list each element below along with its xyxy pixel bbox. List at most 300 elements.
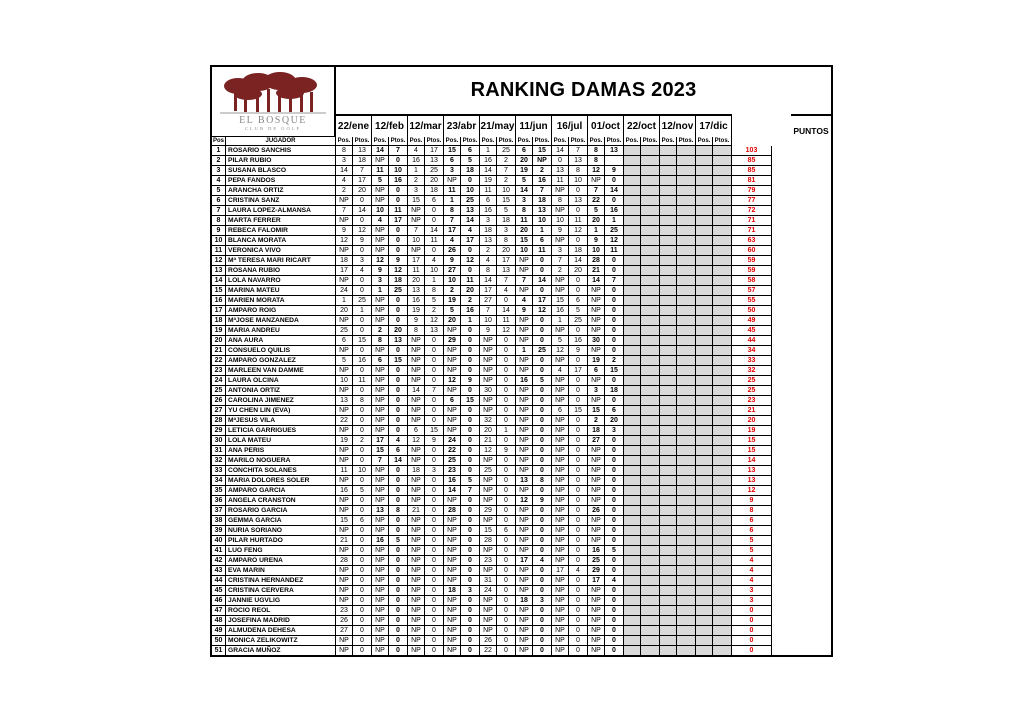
rank-cell: 17: [212, 306, 226, 316]
tournament-position: 4: [336, 176, 353, 186]
tournament-points: 7: [605, 276, 624, 286]
tournament-position: 17: [588, 576, 605, 586]
tournament-points: 0: [389, 316, 408, 326]
tournament-position: NP: [480, 376, 497, 386]
tournament-position: [696, 366, 713, 376]
tournament-points: 11: [425, 236, 444, 246]
tournament-points: 0: [497, 336, 516, 346]
tournament-points: 12: [353, 226, 372, 236]
tournament-points: 17: [389, 216, 408, 226]
tournament-position: NP: [552, 636, 569, 646]
tournament-position: [696, 496, 713, 506]
player-name: ANA AURA: [226, 336, 336, 346]
tournament-position: 14: [408, 386, 425, 396]
tournament-points: [641, 616, 660, 626]
tournament-points: 6: [461, 146, 480, 156]
tournament-points: 0: [497, 346, 516, 356]
tournament-position: NP: [588, 346, 605, 356]
tournament-points: [713, 476, 732, 486]
tournament-position: NP: [588, 326, 605, 336]
tournament-points: [641, 396, 660, 406]
tournament-points: 0: [605, 466, 624, 476]
tournament-position: [696, 596, 713, 606]
tournament-position: NP: [516, 426, 533, 436]
tournament-position: 13: [372, 506, 389, 516]
table-row: [212, 236, 772, 246]
tournament-position: 4: [480, 256, 497, 266]
tournament-points: 0: [497, 616, 516, 626]
tournament-points: 2: [497, 156, 516, 166]
tournament-points: 0: [353, 556, 372, 566]
tournament-position: [696, 576, 713, 586]
tournament-position: [696, 156, 713, 166]
tournament-points: 0: [533, 406, 552, 416]
tournament-position: NP: [372, 576, 389, 586]
position-subheader: Pos.: [660, 137, 677, 146]
tournament-points: 0: [425, 496, 444, 506]
tournament-points: [677, 386, 696, 396]
tournament-points: 13: [569, 196, 588, 206]
tournament-points: 0: [497, 496, 516, 506]
tournament-position: NP: [480, 566, 497, 576]
tournament-points: [677, 336, 696, 346]
tournament-position: NP: [444, 516, 461, 526]
tournament-points: [713, 636, 732, 646]
tournament-points: 15: [353, 336, 372, 346]
rank-cell: 46: [212, 596, 226, 606]
tournament-position: NP: [552, 436, 569, 446]
tournament-points: [713, 216, 732, 226]
tournament-position: 25: [588, 556, 605, 566]
tournament-position: NP: [408, 516, 425, 526]
tournament-points: 0: [533, 366, 552, 376]
tournament-points: 10: [533, 216, 552, 226]
tournament-position: NP: [516, 316, 533, 326]
tournament-date-header: 22/ene: [336, 116, 372, 137]
tournament-position: NP: [552, 576, 569, 586]
tournament-position: [624, 476, 641, 486]
tournament-position: NP: [444, 646, 461, 656]
tournament-points: 0: [497, 646, 516, 656]
tournament-position: NP: [372, 426, 389, 436]
tournament-position: 8: [444, 206, 461, 216]
tournament-position: NP: [372, 226, 389, 236]
tournament-points: 0: [497, 596, 516, 606]
tournament-points: [641, 586, 660, 596]
tournament-position: NP: [552, 586, 569, 596]
tournament-position: 6: [480, 196, 497, 206]
tournament-position: 17: [516, 556, 533, 566]
tournament-points: 0: [605, 486, 624, 496]
tournament-position: 9: [516, 306, 533, 316]
tournament-points: 0: [353, 286, 372, 296]
tournament-position: NP: [516, 506, 533, 516]
tournament-position: NP: [480, 476, 497, 486]
rank-cell: 35: [212, 486, 226, 496]
tournament-position: NP: [588, 176, 605, 186]
tournament-points: 0: [533, 256, 552, 266]
tournament-points: 5: [461, 476, 480, 486]
player-name: JOSEFINA MADRID: [226, 616, 336, 626]
rank-cell: 49: [212, 626, 226, 636]
tournament-position: 20: [336, 306, 353, 316]
tournament-position: 19: [336, 436, 353, 446]
tournament-position: [696, 266, 713, 276]
position-subheader: Pos.: [372, 137, 389, 146]
tournament-position: [624, 636, 641, 646]
tournament-points: 17: [353, 176, 372, 186]
rank-cell: 15: [212, 286, 226, 296]
tournament-position: NP: [336, 216, 353, 226]
tournament-position: NP: [372, 496, 389, 506]
tournament-points: 12: [605, 236, 624, 246]
tournament-position: [696, 406, 713, 416]
tournament-position: NP: [336, 446, 353, 456]
tournament-points: 0: [389, 556, 408, 566]
tournament-points: 0: [425, 646, 444, 656]
tournament-position: NP: [408, 586, 425, 596]
column-subheader: [212, 137, 732, 146]
tournament-points: 0: [461, 446, 480, 456]
tournament-position: 5: [516, 176, 533, 186]
tournament-position: [696, 416, 713, 426]
tournament-points: 0: [389, 486, 408, 496]
tournament-points: [713, 446, 732, 456]
tournament-position: 16: [516, 376, 533, 386]
tournament-position: 19: [480, 176, 497, 186]
tournament-points: [677, 626, 696, 636]
tournament-position: [696, 376, 713, 386]
tournament-points: 0: [497, 516, 516, 526]
tournament-position: NP: [336, 386, 353, 396]
tournament-position: [660, 196, 677, 206]
tournament-position: 12: [444, 376, 461, 386]
tournament-points: 15: [425, 426, 444, 436]
tournament-points: 0: [461, 266, 480, 276]
tournament-points: 13: [533, 206, 552, 216]
tournament-position: 0: [552, 156, 569, 166]
tournament-position: NP: [516, 446, 533, 456]
total-points: 55: [732, 296, 772, 306]
tournament-position: NP: [588, 296, 605, 306]
tournament-points: 0: [425, 416, 444, 426]
tournament-points: [677, 276, 696, 286]
tournament-points: 0: [353, 326, 372, 336]
tournament-points: 25: [353, 296, 372, 306]
total-points: 103: [732, 146, 772, 156]
tournament-points: 2: [497, 176, 516, 186]
rank-cell: 22: [212, 356, 226, 366]
tournament-points: 0: [605, 646, 624, 656]
tournament-points: 17: [425, 146, 444, 156]
tournament-points: [677, 466, 696, 476]
tournament-points: 8: [497, 236, 516, 246]
tournament-position: 15: [552, 296, 569, 306]
tournament-position: 7: [480, 306, 497, 316]
rank-cell: 37: [212, 506, 226, 516]
tournament-position: [660, 516, 677, 526]
tournament-position: NP: [480, 606, 497, 616]
tournament-position: 22: [336, 416, 353, 426]
tournament-points: 20: [425, 176, 444, 186]
tournament-position: NP: [372, 156, 389, 166]
tournament-position: 1: [552, 316, 569, 326]
tournament-points: 0: [461, 356, 480, 366]
tournament-position: 28: [588, 256, 605, 266]
tournament-points: 5: [569, 306, 588, 316]
tournament-points: [677, 496, 696, 506]
tournament-points: 12: [389, 266, 408, 276]
tournament-date-header: 01/oct: [588, 116, 624, 137]
tournament-points: [713, 536, 732, 546]
tournament-position: NP: [336, 196, 353, 206]
tournament-position: 15: [408, 196, 425, 206]
tournament-points: [677, 596, 696, 606]
tournament-points: 0: [569, 616, 588, 626]
tournament-position: [624, 156, 641, 166]
tournament-position: 14: [336, 166, 353, 176]
total-points: 59: [732, 256, 772, 266]
tournament-points: [713, 196, 732, 206]
tournament-points: [677, 206, 696, 216]
tournament-points: [641, 346, 660, 356]
tournament-points: 0: [605, 316, 624, 326]
tournament-position: 30: [588, 336, 605, 346]
tournament-position: NP: [336, 496, 353, 506]
player-column-header: JUGADOR: [226, 137, 336, 146]
tournament-points: 0: [569, 436, 588, 446]
rank-cell: 42: [212, 556, 226, 566]
tournament-position: NP: [552, 456, 569, 466]
tournament-position: 29: [480, 506, 497, 516]
tournament-position: [660, 476, 677, 486]
tournament-position: NP: [552, 326, 569, 336]
tournament-points: [713, 526, 732, 536]
tournament-points: 0: [461, 506, 480, 516]
tournament-position: [696, 246, 713, 256]
tournament-points: [713, 606, 732, 616]
tournament-position: 9: [372, 266, 389, 276]
tournament-position: NP: [516, 386, 533, 396]
tournament-points: [641, 406, 660, 416]
table-row: [212, 506, 772, 516]
tournament-points: [641, 496, 660, 506]
total-points-header: PUNTOS: [791, 114, 831, 146]
tournament-points: 0: [353, 476, 372, 486]
rank-cell: 43: [212, 566, 226, 576]
tournament-points: [713, 506, 732, 516]
tournament-points: [641, 506, 660, 516]
tournament-position: 5: [588, 206, 605, 216]
tournament-points: 9: [389, 256, 408, 266]
tournament-points: 0: [389, 546, 408, 556]
tournament-points: 6: [605, 406, 624, 416]
tournament-position: [624, 276, 641, 286]
tournament-position: [660, 486, 677, 496]
tournament-points: 0: [533, 586, 552, 596]
tournament-points: 0: [425, 606, 444, 616]
table-row: [212, 466, 772, 476]
tournament-position: NP: [444, 386, 461, 396]
tournament-position: [660, 176, 677, 186]
tournament-points: 0: [605, 346, 624, 356]
tournament-position: 12: [588, 166, 605, 176]
player-name: SUSANA BLASCO: [226, 166, 336, 176]
trees-logo-icon: [212, 67, 334, 135]
tournament-position: 8: [552, 196, 569, 206]
tournament-points: [641, 276, 660, 286]
total-points: 13: [732, 476, 772, 486]
tournament-points: 4: [497, 286, 516, 296]
tournament-points: 0: [569, 526, 588, 536]
tournament-points: 25: [605, 226, 624, 236]
total-points: 14: [732, 456, 772, 466]
tournament-position: [660, 286, 677, 296]
tournament-points: [713, 296, 732, 306]
tournament-points: 2: [425, 306, 444, 316]
tournament-points: [641, 146, 660, 156]
tournament-position: NP: [408, 556, 425, 566]
tournament-points: 0: [461, 636, 480, 646]
tournament-points: 0: [389, 376, 408, 386]
tournament-points: 7: [425, 386, 444, 396]
total-points: 81: [732, 176, 772, 186]
tournament-date-header: 22/oct: [624, 116, 660, 137]
tournament-position: NP: [372, 396, 389, 406]
position-subheader: Pos.: [516, 137, 533, 146]
tournament-points: [641, 626, 660, 636]
tournament-points: 8: [353, 396, 372, 406]
table-row: [212, 616, 772, 626]
table-row: [212, 366, 772, 376]
tournament-position: [696, 186, 713, 196]
tournament-points: [641, 236, 660, 246]
tournament-points: 1: [605, 216, 624, 226]
tournament-points: 17: [569, 366, 588, 376]
tournament-points: 13: [461, 206, 480, 216]
tournament-points: 1: [425, 276, 444, 286]
tournament-points: 0: [569, 516, 588, 526]
table-row: [212, 256, 772, 266]
tournament-position: NP: [408, 346, 425, 356]
tournament-position: NP: [444, 426, 461, 436]
tournament-position: NP: [588, 616, 605, 626]
tournament-position: [696, 476, 713, 486]
rank-cell: 41: [212, 546, 226, 556]
tournament-points: [677, 346, 696, 356]
rank-cell: 11: [212, 246, 226, 256]
table-row: [212, 496, 772, 506]
tournament-position: NP: [552, 496, 569, 506]
tournament-points: 14: [425, 226, 444, 236]
tournament-points: [677, 326, 696, 336]
club-tagline: CLUB DE GOLF: [244, 126, 302, 131]
tournament-points: [677, 366, 696, 376]
tournament-points: 0: [497, 576, 516, 586]
tournament-position: [624, 246, 641, 256]
tournament-points: 0: [569, 556, 588, 566]
tournament-position: NP: [408, 576, 425, 586]
tournament-points: 18: [425, 186, 444, 196]
tournament-position: [660, 336, 677, 346]
tournament-position: [660, 146, 677, 156]
tournament-position: NP: [372, 306, 389, 316]
tournament-position: 11: [372, 166, 389, 176]
tournament-points: 16: [605, 206, 624, 216]
tournament-position: 10: [480, 316, 497, 326]
player-name: Mª TERESA MARI RICART: [226, 256, 336, 266]
table-row: [212, 296, 772, 306]
tournament-points: 2: [533, 166, 552, 176]
tournament-position: NP: [516, 516, 533, 526]
tournament-points: [713, 406, 732, 416]
rank-cell: 23: [212, 366, 226, 376]
tournament-position: [696, 566, 713, 576]
table-row: [212, 586, 772, 596]
tournament-position: NP: [552, 386, 569, 396]
tournament-points: 0: [461, 576, 480, 586]
tournament-points: 7: [461, 486, 480, 496]
tournament-points: 0: [461, 616, 480, 626]
tournament-position: [660, 466, 677, 476]
tournament-points: 0: [497, 396, 516, 406]
tournament-points: 16: [389, 176, 408, 186]
tournament-points: 0: [533, 526, 552, 536]
tournament-points: [713, 246, 732, 256]
tournament-points: 1: [461, 316, 480, 326]
tournament-position: 27: [588, 436, 605, 446]
tournament-points: [713, 156, 732, 166]
tournament-points: 11: [461, 276, 480, 286]
tournament-position: 24: [444, 436, 461, 446]
tournament-points: 0: [569, 586, 588, 596]
player-name: AMPARO ROIG: [226, 306, 336, 316]
tournament-position: NP: [408, 416, 425, 426]
tournament-position: NP: [516, 616, 533, 626]
tournament-position: [696, 256, 713, 266]
tournament-position: NP: [372, 246, 389, 256]
tournament-position: 16: [480, 156, 497, 166]
tournament-position: [696, 386, 713, 396]
tournament-points: 9: [605, 166, 624, 176]
tournament-position: NP: [552, 626, 569, 636]
tournament-position: 14: [480, 166, 497, 176]
tournament-position: [696, 536, 713, 546]
tournament-position: 14: [588, 276, 605, 286]
tournament-points: 17: [533, 296, 552, 306]
tournament-position: [624, 586, 641, 596]
table-row: [212, 156, 772, 166]
tournament-points: 0: [353, 216, 372, 226]
tournament-points: [677, 436, 696, 446]
tournament-position: NP: [408, 526, 425, 536]
tournament-position: [696, 556, 713, 566]
player-name: MARLEEN VAN DAMME: [226, 366, 336, 376]
tournament-position: [696, 216, 713, 226]
tournament-points: [713, 516, 732, 526]
tournament-points: 0: [461, 246, 480, 256]
player-name: LOLA NAVARRO: [226, 276, 336, 286]
total-points: 63: [732, 236, 772, 246]
tournament-position: 31: [480, 576, 497, 586]
tournament-points: [677, 256, 696, 266]
total-points: 3: [732, 596, 772, 606]
tournament-position: NP: [552, 276, 569, 286]
rank-cell: 10: [212, 236, 226, 246]
tournament-points: 0: [569, 326, 588, 336]
tournament-position: NP: [516, 566, 533, 576]
tournament-position: [660, 166, 677, 176]
